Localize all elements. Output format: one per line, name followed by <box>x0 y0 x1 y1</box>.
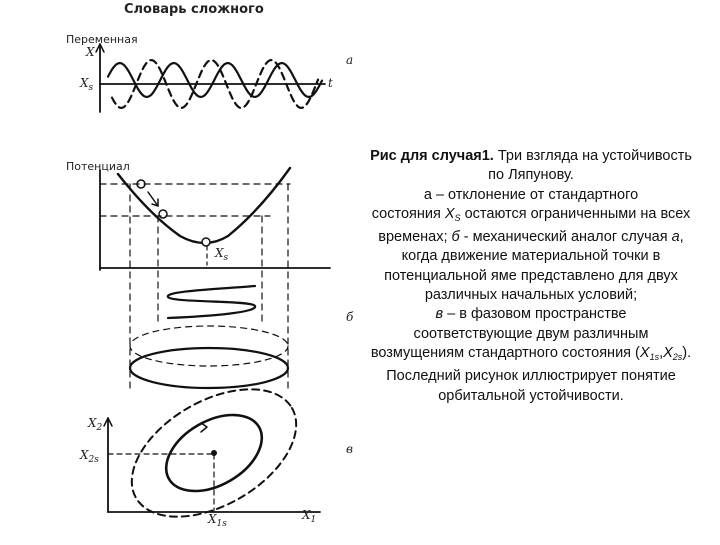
inner-zigzag-trajectory <box>168 286 255 318</box>
caption-line-7: потенциальной яме представлено для двух <box>384 267 678 284</box>
lyapunov-figure <box>0 0 354 540</box>
particle-bottom <box>202 238 210 246</box>
caption-line-13: орбитальной устойчивости. <box>438 387 624 404</box>
panel-c-x2-label: $X_2$ <box>88 416 103 433</box>
panel-c-x1-label: $X_1$ <box>302 508 317 525</box>
figure-drawing <box>0 0 340 540</box>
outer-orbit-arrow <box>201 423 207 432</box>
panel-a-axis-title: Переменная <box>66 33 138 46</box>
caption-line-6: когда движение материальной точки в <box>401 248 661 265</box>
caption-line-11: возмущениям стандартного состояния $(X_{1s},X_{2s})$. <box>370 344 692 362</box>
caption-line-1: Рис для случая1. Три взгляда на устойчивость <box>370 148 692 164</box>
panel-c-letter: в <box>346 442 353 456</box>
panel-b-xs-label: $X_s$ <box>215 246 229 263</box>
panel-c-x1s-label: $X_{1s}$ <box>208 512 227 529</box>
potential-well-curve <box>118 168 290 243</box>
caption-line-9: в – в фазовом пространстве <box>435 306 627 323</box>
caption-line-10: соответствующие двум различным <box>413 325 649 342</box>
outer-cylinder-top <box>130 326 288 366</box>
figure-caption <box>346 147 716 406</box>
caption-line-5: временах; б - механический аналог случая а, <box>378 229 684 246</box>
caption-title: Рис для случая1. <box>370 148 494 164</box>
particle-middle <box>159 210 167 218</box>
panel-b-axis-title: Потенциал <box>66 160 130 173</box>
panel-a-letter: а <box>346 53 354 67</box>
equilibrium-point <box>211 450 217 456</box>
caption-line-3: а – отклонение от стандартного <box>423 186 639 203</box>
figure-header: Словарь сложного <box>124 2 264 17</box>
caption-line-4: состояния $X_S$ остаются ограниченными на всех <box>371 205 691 223</box>
panel-a-x-label: X <box>86 45 95 59</box>
panel-a-solid-oscillation <box>108 63 322 97</box>
panel-c-x2s-label: $X_{2s}$ <box>80 448 99 465</box>
panel-a-t-label: t <box>328 76 333 90</box>
panel-b-letter: б <box>346 310 354 324</box>
caption-line-12: Последний рисунок иллюстрирует понятие <box>386 368 676 385</box>
caption-line-8: различных начальных условий; <box>424 287 638 304</box>
panel-a-xs-label: $X_s$ <box>80 76 94 93</box>
outer-cylinder-bottom <box>130 348 288 388</box>
caption-line-2: по Ляпунову. <box>488 167 574 184</box>
